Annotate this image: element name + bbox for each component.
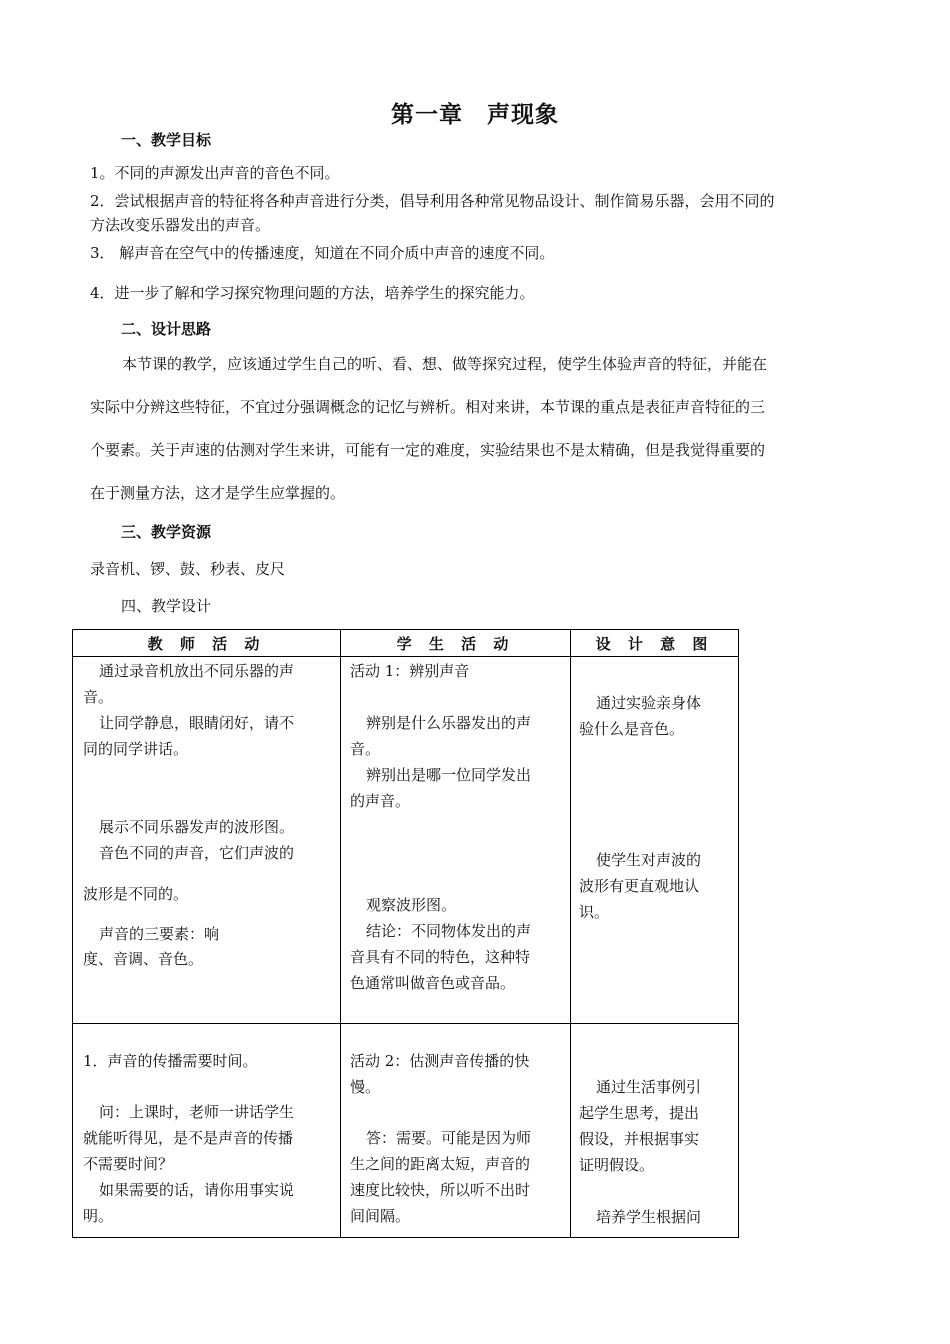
- cell-line: 速度比较快，所以听不出时: [350, 1181, 531, 1199]
- teaching-design-table: [72, 629, 739, 1238]
- cell-line: 通过实验亲身体: [596, 694, 702, 712]
- cell-line: 识。: [579, 903, 610, 921]
- cell-line: 通过生活事例引: [596, 1078, 702, 1096]
- resources-list: 录音机、锣、鼓、秒表、皮尺: [90, 560, 286, 578]
- table-row: [73, 657, 739, 1024]
- student-cell: [341, 1024, 571, 1238]
- header-teacher-activity: 教 师 活 动: [73, 630, 341, 657]
- cell-line: 就能听得见，是不是声音的传播: [83, 1129, 294, 1147]
- cell-line: 生之间的距离太短，声音的: [350, 1155, 531, 1173]
- goal-item-4: 4．进一步了解和学习探究物理问题的方法，培养学生的探究能力。: [90, 284, 535, 302]
- header-student-activity: 学 生 活 动: [341, 630, 571, 657]
- cell-line: 证明假设。: [579, 1156, 655, 1174]
- goal-item-2-cont: 方法改变乐器发出的声音。: [90, 216, 271, 234]
- cell-line: 辨别是什么乐器发出的声: [366, 714, 532, 732]
- design-line: 个要素。关于声速的估测对学生来讲，可能有一定的难度，实验结果也不是太精确，但是我觉得重要的: [90, 441, 766, 459]
- cell-line: 音。: [350, 740, 381, 758]
- section-heading-plan: 四、教学设计: [121, 597, 212, 615]
- cell-line: 明。: [83, 1207, 114, 1225]
- cell-line: 不需要时间？: [83, 1155, 174, 1173]
- cell-line: 声音的三要素：响: [99, 925, 220, 943]
- cell-line: 验什么是音色。: [579, 720, 685, 738]
- design-line: 本节课的教学，应该通过学生自己的听、看、想、做等探究过程，使学生体验声音的特征，并能在: [122, 355, 768, 373]
- cell-line: 问：上课时，老师一讲话学生: [99, 1103, 295, 1121]
- cell-line: 起学生思考，提出: [579, 1104, 700, 1122]
- section-heading-resources: 三、教学资源: [121, 523, 212, 541]
- cell-line: 音色不同的声音，它们声波的: [99, 844, 295, 862]
- table-row: [73, 1024, 739, 1238]
- cell-line: 波形是不同的。: [83, 885, 189, 903]
- header-design-intent: 设 计 意 图: [571, 630, 739, 657]
- design-line: 在于测量方法，这才是学生应掌握的。: [90, 484, 346, 502]
- cell-line: 观察波形图。: [366, 896, 457, 914]
- goal-item-3: 3． 解声音在空气中的传播速度，知道在不同介质中声音的速度不同。: [90, 244, 555, 262]
- cell-line: 展示不同乐器发声的波形图。: [99, 818, 295, 836]
- cell-line: 音。: [83, 688, 114, 706]
- intent-cell: [571, 657, 739, 1024]
- cell-line: 的声音。: [350, 792, 411, 810]
- cell-line: 通过录音机放出不同乐器的声: [99, 662, 295, 680]
- student-cell: [341, 657, 571, 1024]
- intent-cell: [571, 1024, 739, 1238]
- cell-line: 假设，并根据事实: [579, 1130, 700, 1148]
- section-heading-design: 二、设计思路: [121, 320, 212, 338]
- goal-item-1: 1。不同的声源发出声音的音色不同。: [90, 164, 340, 182]
- teacher-cell: [73, 657, 341, 1024]
- cell-line: 活动 1：辨别声音: [350, 662, 470, 680]
- cell-line: 辨别出是哪一位同学发出: [366, 766, 532, 784]
- goal-item-2: 2．尝试根据声音的特征将各种声音进行分类，倡导利用各种常见物品设计、制作简易乐器，会用不同的: [90, 192, 775, 210]
- cell-line: 1．声音的传播需要时间。: [83, 1052, 258, 1070]
- cell-line: 使学生对声波的: [596, 851, 702, 869]
- cell-line: 度、音调、音色。: [83, 950, 204, 968]
- design-paragraph: [90, 343, 860, 515]
- teacher-cell: [73, 1024, 341, 1238]
- cell-line: 让同学静息，眼睛闭好，请不: [99, 714, 295, 732]
- cell-line: 音具有不同的特色，这种特: [350, 948, 531, 966]
- cell-line: 同的同学讲话。: [83, 740, 189, 758]
- cell-line: 活动 2：估测声音传播的快: [350, 1052, 530, 1070]
- cell-line: 色通常叫做音色或音品。: [350, 974, 516, 992]
- cell-line: 培养学生根据问: [596, 1208, 702, 1226]
- table-header-row: [73, 630, 739, 657]
- cell-line: 结论：不同物体发出的声: [366, 922, 532, 940]
- cell-line: 如果需要的话，请你用事实说: [99, 1181, 295, 1199]
- cell-line: 波形有更直观地认: [579, 877, 700, 895]
- cell-line: 慢。: [350, 1078, 381, 1096]
- page-title: 第一章 声现象: [391, 101, 559, 128]
- cell-line: 间间隔。: [350, 1207, 411, 1225]
- section-heading-goals: 一、教学目标: [121, 131, 212, 149]
- design-line: 实际中分辨这些特征，不宜过分强调概念的记忆与辨析。相对来讲，本节课的重点是表征声音特征的三: [90, 398, 766, 416]
- cell-line: 答：需要。可能是因为师: [366, 1129, 532, 1147]
